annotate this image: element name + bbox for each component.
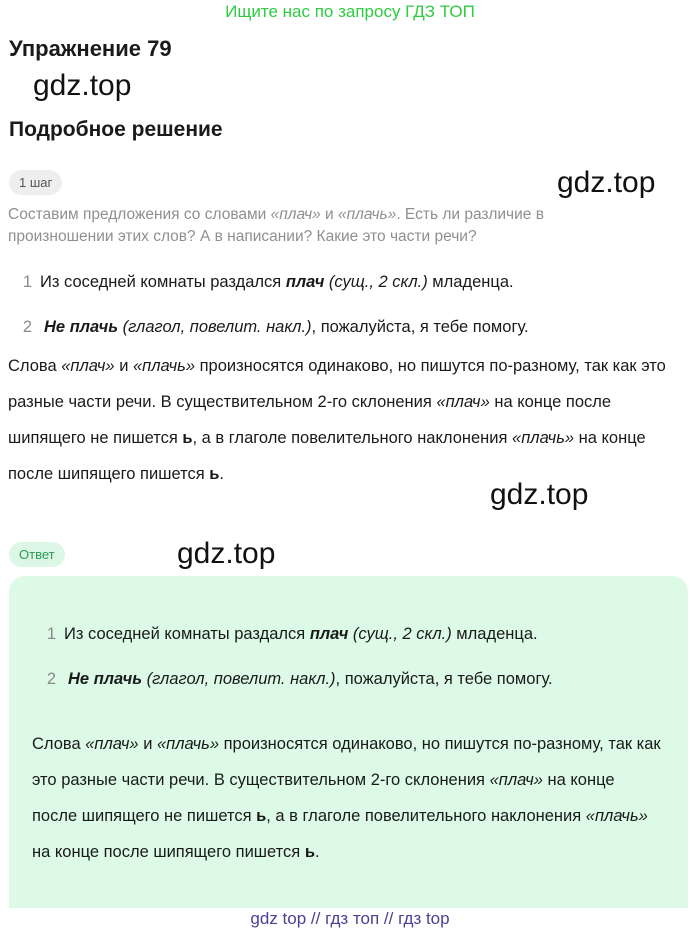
answer-item-1: 1 Из соседней комнаты раздался плач (сущ., 2 скл.) младенца.	[46, 625, 538, 643]
answer-badge: Ответ	[9, 542, 65, 567]
task-text: Составим предложения со словами «плач» и «плачь». Есть ли различие в произношении этих слов? А в написании? Какие это части речи?	[8, 206, 544, 245]
watermark-3: gdz.top	[490, 478, 589, 511]
sentence-item-2: 2 Не плачь (глагол, повелит. накл.), пожалуйста, я тебе помогу.	[22, 318, 529, 336]
top-banner[interactable]: Ищите нас по запросу ГДЗ ТОП	[225, 2, 475, 21]
watermark-2: gdz.top	[557, 166, 656, 199]
sentence-item-1: 1 Из соседней комнаты раздался плач (сущ., 2 скл.) младенца.	[22, 273, 514, 291]
exercise-title: Упражнение 79	[9, 36, 172, 61]
watermark-4: gdz.top	[177, 537, 276, 570]
answer-explanation: Слова «плач» и «плачь» произносятся одинаково, но пишутся по-разному, так как это разные части речи. В существительном 2-го склонения «плач» на конце после шипящего не пишется ь, а в глаголе повелительного наклонения «плачь» на конце после шипящего пишется ь.	[32, 735, 661, 861]
solution-heading: Подробное решение	[9, 118, 223, 141]
explanation-paragraph: Слова «плач» и «плачь» произносятся одинаково, но пишутся по-разному, так как это разные части речи. В существительном 2-го склонения «плач» на конце после шипящего не пишется ь, а в глаголе повелительного наклонения «плачь» на конце после шипящего пишется ь.	[8, 357, 666, 483]
answer-item-2: 2 Не плачь (глагол, повелит. накл.), пожалуйста, я тебе помогу.	[46, 670, 553, 688]
step-badge: 1 шаг	[9, 170, 62, 195]
bottom-banner[interactable]: gdz top // гдз топ // гдз top	[250, 909, 450, 928]
watermark-1: gdz.top	[33, 69, 132, 102]
